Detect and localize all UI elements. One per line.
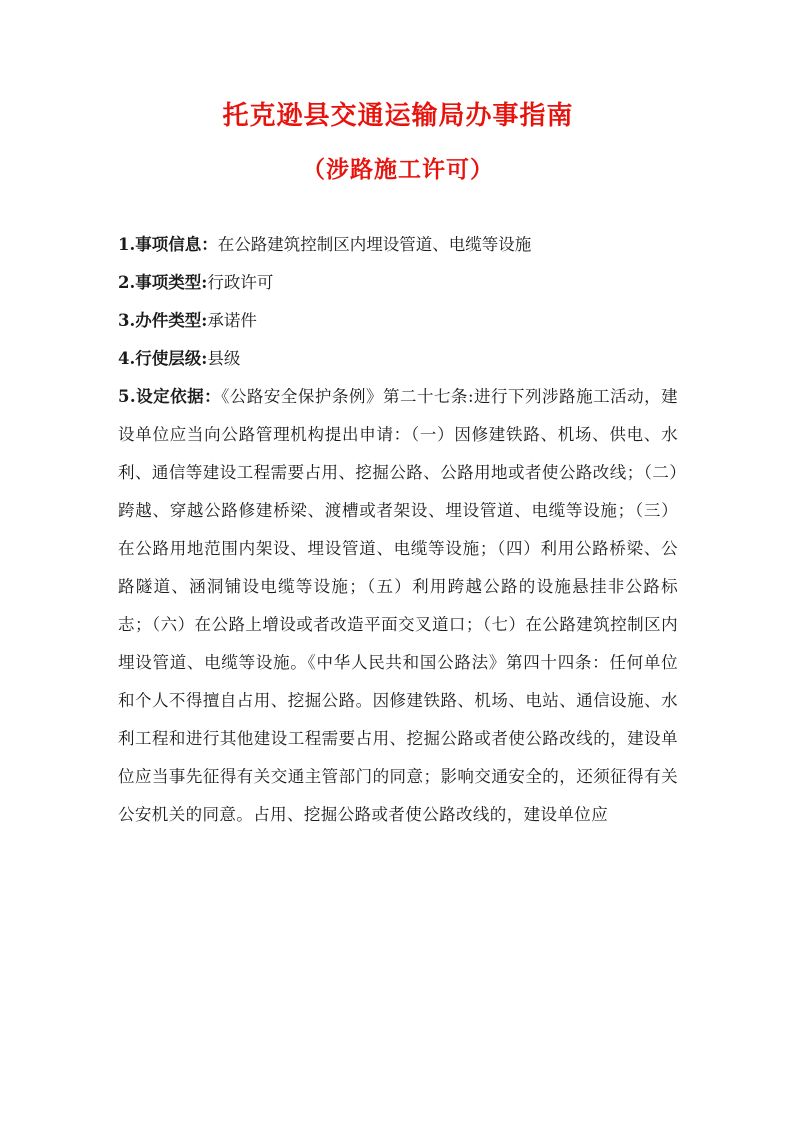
field-item-type bbox=[118, 264, 678, 302]
page-subtitle: （涉路施工许可） bbox=[302, 156, 494, 183]
field-item-info bbox=[118, 226, 678, 264]
field-value-level: 县级 bbox=[207, 349, 241, 368]
field-label-case-type: 3.办件类型: bbox=[118, 311, 208, 330]
field-value-case-type: 承诺件 bbox=[207, 311, 257, 330]
page-title: 托克逊县交通运输局办事指南 bbox=[222, 101, 574, 131]
field-value-type: 行政许可 bbox=[207, 273, 274, 292]
field-value-basis: 《公路安全保护条例》第二十七条:进行下列涉路施工活动，建设单位应当向公路管理机构提出申请：（一）因修建铁路、机场、供电、水利、通信等建设工程需要占用、挖掘公路、公路用地或者使公路改线；（二）跨越、穿越公路修建桥梁、渡槽或者架设、埋设管道、电缆等设施；（三）在公路用地范围内架设、埋设管道、电缆等设施；（四）利用公路桥梁、公路隧道、涵洞铺设电缆等设施；（五）利用跨越公路的设施悬挂非公路标志；（六）在公路上增设或者改造平面交叉道口；（七）在公路建筑控制区内埋设管道、电缆等设施。《中华人民共和国公路法》第四十四条：任何单位和个人不得擅自占用、挖掘公路。因修建铁路、机场、电站、通信设施、水利工程和进行其他建设工程需要占用、挖掘公路或者使公路改线的，建设单位应当事先征得有关交通主管部门的同意；影响交通安全的，还须征得有关公安机关的同意。占用、挖掘公路或者使公路改线的，建设单位应 bbox=[118, 387, 678, 824]
field-item-level bbox=[118, 340, 678, 378]
field-label-level: 4.行使层级: bbox=[118, 349, 208, 368]
field-label-type: 2.事项类型: bbox=[118, 273, 208, 292]
field-label-basis: 5.设定依据： bbox=[118, 387, 222, 406]
document-content bbox=[118, 96, 678, 834]
field-item-basis bbox=[118, 378, 678, 834]
field-value-info: 在公路建筑控制区内埋设管道、电缆等设施 bbox=[217, 235, 532, 254]
document-body bbox=[118, 226, 678, 834]
field-label-info: 1.事项信息： bbox=[118, 235, 218, 254]
field-item-case-type bbox=[118, 302, 678, 340]
